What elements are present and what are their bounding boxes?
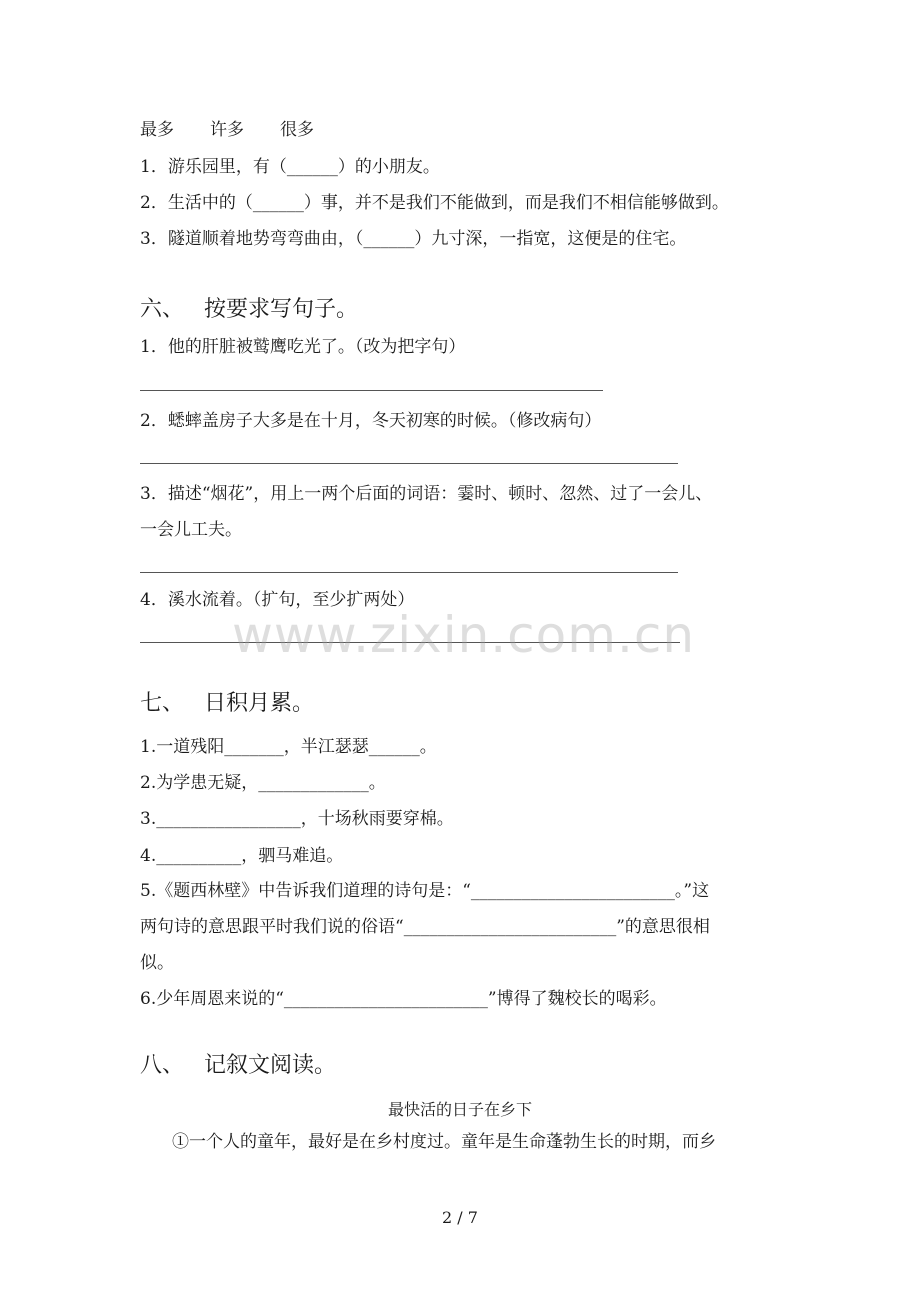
answer-line [140,572,678,573]
section-number: 六、 [140,297,185,322]
recall-item-5: 5.《题西林壁》中告诉我们道理的诗句是：“________________________。”这 [140,881,710,901]
sentence-item-4: 4．溪水流着。（扩句，至少扩两处） [140,590,415,610]
section-title: 按要求写句子。 [204,297,359,322]
recall-item-3: 3._________________，十场秋雨要穿棉。 [140,809,454,829]
section-heading-7 [140,690,314,718]
section-heading-8 [140,1052,336,1080]
passage-title: 最快活的日子在乡下 [387,1100,532,1119]
section-heading-6 [140,296,358,324]
sentence-item-1: 1．他的肝脏被鹫鹰吃光了。（改为把字句） [140,337,466,357]
word-option: 最多 [140,120,174,140]
sentence-item-3: 3．描述“烟花”，用上一两个后面的词语：霎时、顿时、忽然、过了一会儿、 [140,484,713,504]
recall-item-4: 4.__________，驷马难追。 [140,846,344,866]
section-number: 八、 [140,1053,185,1078]
page-number: 2 / 7 [442,1208,478,1227]
word-option: 很多 [280,120,314,140]
word-option: 许多 [210,120,244,140]
sentence-item-2: 2．蟋蟀盖房子大多是在十月，冬天初寒的时候。（修改病句） [140,411,602,431]
fill-item-3: 3．隧道顺着地势弯弯曲由，（______）九寸深，一指宽，这便是的住宅。 [140,229,687,249]
watermark: www.zixin.com.cn [232,606,696,664]
fill-item-1: 1．游乐园里，有（______）的小朋友。 [140,157,440,177]
recall-item-1: 1.一道残阳_______，半江瑟瑟______。 [140,737,437,757]
section-title: 记叙文阅读。 [204,1053,337,1078]
sentence-item-3-cont: 一会儿工夫。 [140,520,242,540]
section-number: 七、 [140,691,185,716]
recall-item-5-end: 似。 [140,953,174,973]
recall-item-2: 2.为学患无疑，_____________。 [140,773,386,793]
recall-item-6: 6.少年周恩来说的“________________________”博得了魏校长的喝彩。 [140,989,667,1009]
answer-line [140,390,603,391]
section-title: 日积月累。 [204,691,315,716]
passage-paragraph: ①一个人的童年，最好是在乡村度过。童年是生命蓬勃生长的时期，而乡 [172,1132,716,1152]
recall-item-5-cont: 两句诗的意思跟平时我们说的俗语“_________________________”的意思很相 [140,917,710,937]
word-bank [140,119,350,141]
answer-line [140,463,678,464]
fill-item-2: 2．生活中的（______）事，并不是我们不能做到，而是我们不相信能够做到。 [140,193,729,213]
